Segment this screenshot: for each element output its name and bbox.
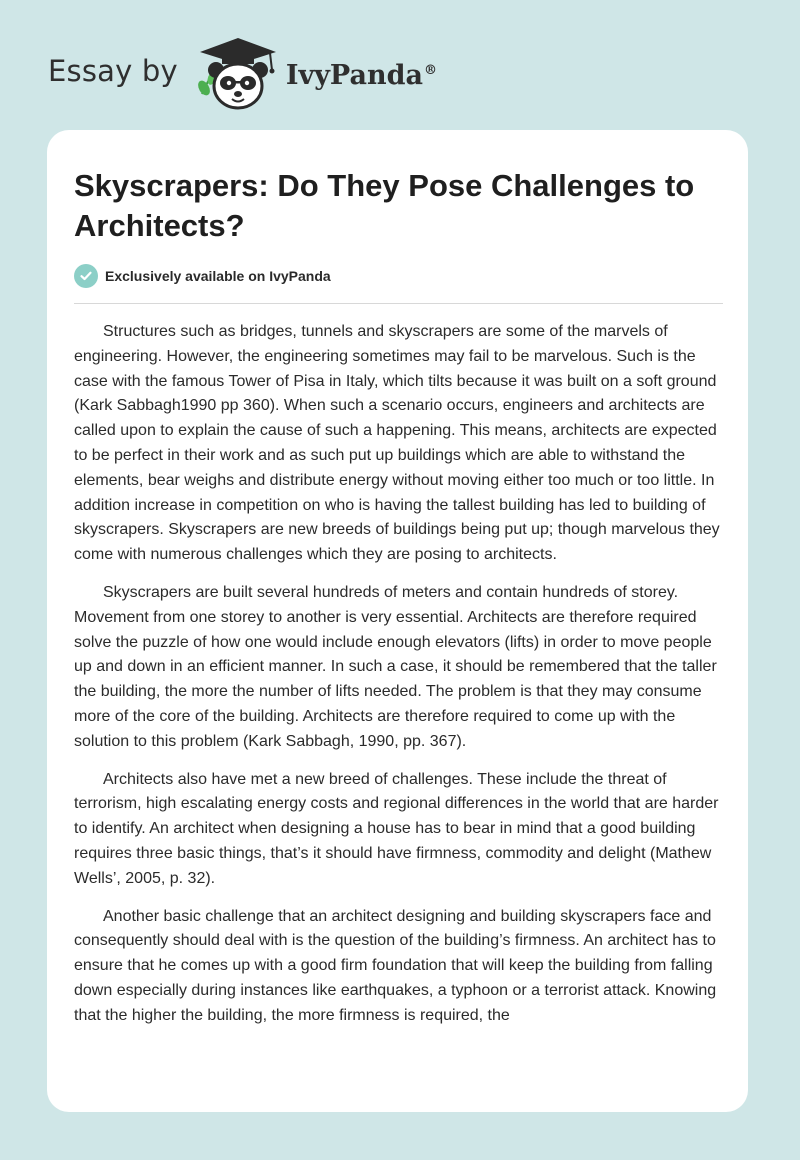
registered-mark: ® bbox=[423, 62, 437, 78]
paragraph: Architects also have met a new breed of challenges. These include the threat of terrorism, high escalating energy costs and regional differences in the world that are harder to identify. An architect when designing a house has to bear in mind that a good building requires three basic things, that’s it should have firmness, commodity and delight (Mathew Wells’, 2005, p. 32). bbox=[74, 770, 719, 887]
brand-name[interactable]: IvyPanda® bbox=[285, 59, 437, 91]
paragraph: Another basic challenge that an architect designing and building skyscrapers face and consequently should deal with is the question of the building’s firmness. An architect has to ensure that he comes up with a good firm foundation that will keep the building from falling down especially during instances like earthquakes, a typhoon or a terrorist attack. Knowing that the higher the building, the more firmness is required, the bbox=[74, 907, 717, 1024]
essay-card bbox=[47, 130, 748, 1112]
essay-by-label: Essay by bbox=[48, 54, 178, 88]
paragraph: Skyscrapers are built several hundreds of meters and contain hundreds of storey. Movement from one storey to another is very essential. Architects are therefore required solve the puzzle of how one would include enough elevators (lifts) in order to move people up and down in an efficient manner. In such a case, it should be remembered that the taller the building, the more the number of lifts needed. The problem is that they may consume more of the core of the building. Architects are therefore required to come up with the solution to this problem (Kark Sabbagh, 1990, pp. 367). bbox=[74, 583, 717, 750]
paragraph: Structures such as bridges, tunnels and skyscrapers are some of the marvels of engineering. However, the engineering sometimes may fail to be marvelous. Such is the case with the famous Tower of Pisa in Italy, which tilts because it was built on a soft ground (Kark Sabbagh1990 pp 360). When such a scenario occurs, engineers and architects are called upon to explain the cause of such a happening. This means, architects are expected to be perfect in their work and as such put up buildings which are able to withstand the elements, bear weighs and distribute energy without moving either too much or too little. In addition increase in competition on who is having the tallest building has led to building of skyscrapers. Skyscrapers are new breeds of buildings being put up; though marvelous they come with numerous challenges which they are posing to architects. bbox=[74, 323, 720, 564]
check-icon bbox=[74, 264, 98, 288]
site-header bbox=[48, 36, 748, 112]
exclusive-badge-text: Exclusively available on IvyPanda bbox=[105, 268, 331, 284]
divider bbox=[74, 303, 723, 304]
panda-logo-icon bbox=[192, 36, 284, 112]
exclusive-badge bbox=[74, 264, 331, 288]
essay-body bbox=[74, 320, 724, 1042]
essay-title: Skyscrapers: Do They Pose Challenges to Architects? bbox=[74, 168, 695, 243]
